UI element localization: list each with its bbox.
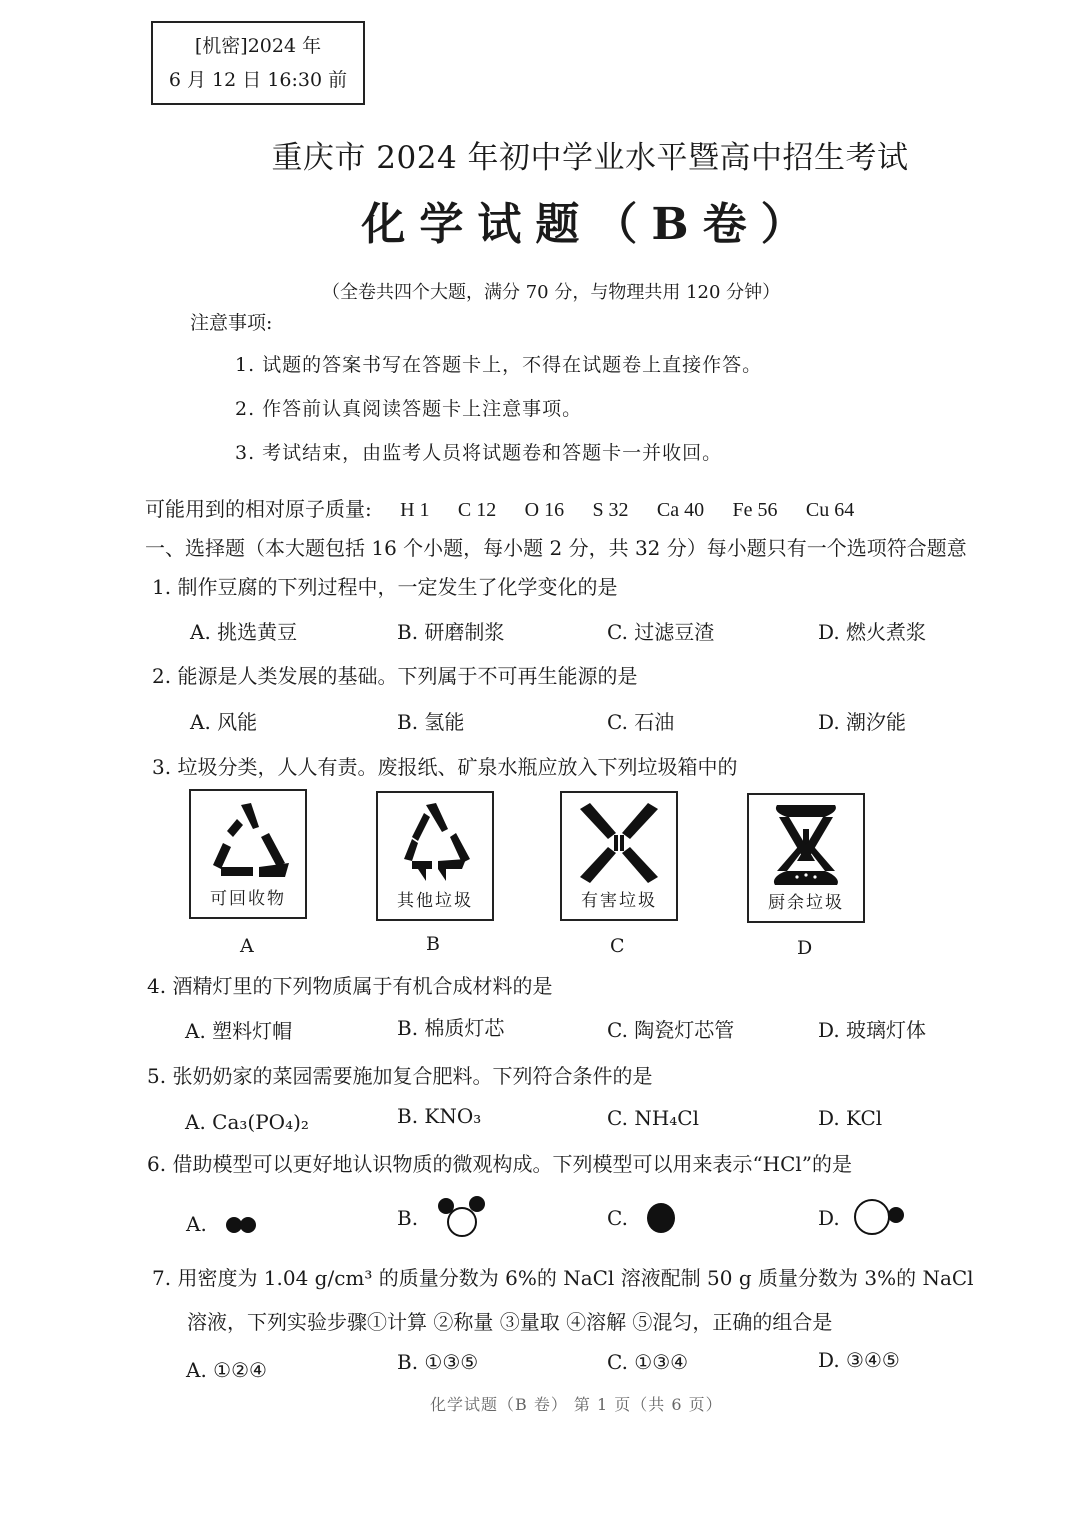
question-stem: 5. 张奶奶家的菜园需要施加复合肥料。下列符合条件的是 — [147, 1064, 653, 1088]
question-stem: 6. 借助模型可以更好地认识物质的微观构成。下列模型可以用来表示“HCl”的是 — [147, 1152, 853, 1176]
question-stem: 3. 垃圾分类，人人有责。废报纸、矿泉水瓶应放入下列垃圾箱中的 — [152, 755, 738, 779]
option-c: C. 陶瓷灯芯管 — [607, 1018, 735, 1042]
bin-label: 有害垃圾 — [581, 891, 657, 911]
element-mass: Ca 40 — [656, 499, 705, 521]
option-letter: C. — [607, 1106, 635, 1130]
element-mass: C 12 — [457, 499, 497, 521]
bin-letter: C — [610, 935, 625, 957]
option-c: C. — [607, 1206, 628, 1230]
option-a: A. 风能 — [190, 710, 258, 734]
confidential-box — [151, 21, 365, 105]
option-a: A. 挑选黄豆 — [190, 620, 298, 644]
option-d: D. 玻璃灯体 — [818, 1018, 927, 1042]
molecule-model-c-icon — [644, 1201, 678, 1235]
bin-other-waste — [376, 791, 494, 921]
option-b — [397, 1104, 481, 1128]
option-letter: B. — [397, 1104, 425, 1128]
bin-hazardous — [560, 791, 678, 921]
hazardous-icon — [572, 799, 666, 889]
section-heading: 一、选择题（本大题包括 16 个小题，每小题 2 分，共 32 分）每小题只有一个选项符合题意 — [145, 536, 967, 560]
question-stem-line-2: 溶液，下列实验步骤①计算 ②称量 ③量取 ④溶解 ⑤混匀，正确的组合是 — [187, 1310, 833, 1334]
notice-item: 2. 作答前认真阅读答题卡上注意事项。 — [235, 398, 583, 420]
question-stem: 4. 酒精灯里的下列物质属于有机合成材料的是 — [147, 974, 553, 998]
notice-item: 3. 考试结束，由监考人员将试题卷和答题卡一并收回。 — [235, 442, 723, 464]
question-stem: 1. 制作豆腐的下列过程中，一定发生了化学变化的是 — [152, 575, 618, 599]
atomic-mass-line — [145, 493, 854, 522]
bin-letter: B — [426, 933, 440, 955]
element-mass: O 16 — [524, 499, 565, 521]
notice-item: 1. 试题的答案书写在答题卡上，不得在试题卷上直接作答。 — [235, 354, 763, 376]
molecule-model-a-icon — [224, 1214, 260, 1236]
option-b: B. — [397, 1206, 419, 1230]
confidential-line-2: 6 月 12 日 16:30 前 — [168, 69, 348, 91]
bin-letter: D — [797, 937, 813, 959]
option-b: B. 棉质灯芯 — [397, 1016, 505, 1040]
confidential-line-1: [机密]2024 年 — [194, 35, 322, 57]
option-b: B. 研磨制浆 — [397, 620, 505, 644]
molecule-model-d-icon — [852, 1197, 908, 1237]
element-mass: S 32 — [592, 499, 629, 521]
option-d: D. — [818, 1206, 840, 1230]
question-stem: 2. 能源是人类发展的基础。下列属于不可再生能源的是 — [152, 664, 638, 688]
other-waste-icon — [388, 799, 482, 889]
bin-recyclable — [189, 789, 307, 919]
option-d: D. 燃火煮浆 — [818, 620, 927, 644]
exam-meta: （全卷共四个大题，满分 70 分，与物理共用 120 分钟） — [322, 282, 781, 303]
element-mass: Cu 64 — [805, 499, 855, 521]
formula: Ca₃(PO₄)₂ — [212, 1110, 309, 1134]
option-letter: A. — [185, 1110, 213, 1134]
option-letter: D. — [818, 1106, 847, 1130]
option-a: A. ①②④ — [186, 1358, 267, 1382]
option-b: B. 氢能 — [397, 710, 465, 734]
atomic-mass-label: 可能用到的相对原子质量: — [145, 497, 372, 521]
option-b: B. ①③⑤ — [397, 1350, 479, 1374]
option-a: A. 塑料灯帽 — [185, 1019, 293, 1043]
bin-letter: A — [240, 935, 254, 957]
subject-title: 化学试题（B卷） — [361, 199, 819, 250]
recycle-icon — [201, 797, 295, 887]
option-a: A. — [186, 1212, 207, 1236]
element-mass: H 1 — [400, 499, 430, 521]
question-stem-line-1: 7. 用密度为 1.04 g/cm³ 的质量分数为 6%的 NaCl 溶液配制 50 g 质量分数为 3%的 NaCl — [152, 1266, 974, 1290]
molecule-model-b-icon — [434, 1194, 490, 1240]
option-a — [185, 1110, 309, 1134]
formula: KNO₃ — [424, 1104, 482, 1128]
option-d: D. 潮汐能 — [818, 710, 907, 734]
bin-label: 厨余垃圾 — [768, 893, 844, 913]
bin-kitchen-waste — [747, 793, 865, 923]
option-c: C. 过滤豆渣 — [607, 620, 715, 644]
exam-title: 重庆市 2024 年初中学业水平暨高中招生考试 — [271, 140, 909, 176]
bin-label: 其他垃圾 — [397, 891, 473, 911]
kitchen-waste-icon — [759, 801, 853, 891]
option-d: D. ③④⑤ — [818, 1348, 900, 1372]
page-footer: 化学试题（B 卷） 第 1 页（共 6 页） — [430, 1395, 723, 1414]
option-c: C. ①③④ — [607, 1350, 689, 1374]
option-d — [818, 1106, 882, 1130]
formula: NH₄Cl — [634, 1106, 699, 1130]
option-c: C. 石油 — [607, 710, 675, 734]
formula: KCl — [846, 1106, 883, 1130]
bin-label: 可回收物 — [210, 889, 286, 909]
notice-heading: 注意事项: — [190, 312, 273, 334]
element-mass: Fe 56 — [732, 499, 778, 521]
option-c — [607, 1106, 699, 1130]
